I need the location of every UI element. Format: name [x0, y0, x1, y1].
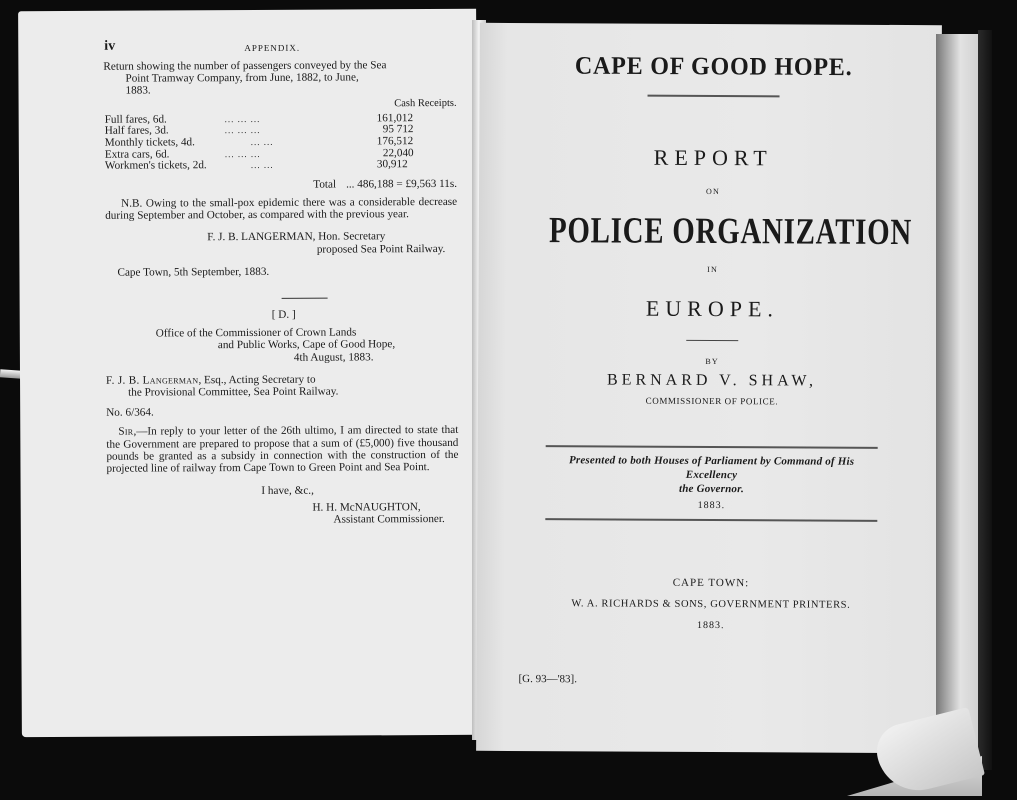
heading-rule [648, 95, 780, 98]
presented-year: 1883. [697, 499, 726, 512]
presented-line-1: Presented to both Houses of Parliament by Command of His Excellency [568, 454, 855, 482]
report-place: EUROPE. [645, 295, 780, 322]
presented-line-2: the Governor. [678, 482, 744, 496]
author-rule [686, 340, 738, 341]
reference-number: No. 6/364. [106, 406, 154, 419]
print-year: 1883. [696, 619, 725, 632]
return-heading [104, 59, 456, 97]
fare-leader-dots: ... ... ... [224, 148, 261, 159]
fare-value: 176,512 [376, 135, 414, 148]
fare-leader-dots: ... ... [250, 136, 274, 147]
signatory-mcnaughton: H. H. McNAUGHTON, [312, 500, 421, 514]
office-date: 4th August, 1883. [293, 350, 374, 364]
fare-label: Workmen's tickets, 2d. [104, 159, 207, 172]
fare-value: 22,040 [382, 146, 414, 159]
fare-value: 30,912 [376, 158, 408, 171]
date-line: Cape Town, 5th September, 1883. [117, 265, 270, 279]
author-title: COMMISSIONER OF POLICE. [645, 395, 779, 407]
fare-value: 95 712 [382, 123, 414, 136]
right-page [476, 23, 942, 753]
by-word: BY [705, 356, 719, 367]
signatory-langerman-title: proposed Sea Point Railway. [316, 242, 446, 256]
cover-edge [978, 30, 992, 770]
letter-text: ,—In reply to your letter of the 26th ultimo, I am directed to state that the Government are prepared to propose that a sum of (£5,000) five thousand pounds be granted as a subsidy in connection with the construction of the projected line of railway from Cape Town to Green Point and Sea Point. [106, 424, 459, 475]
addressee-title: , Esq., Acting Secretary to [198, 373, 316, 387]
addressee [106, 373, 458, 399]
left-page-text [104, 39, 459, 527]
return-heading-line-1: Return showing the number of passengers conveyed by the Sea [103, 59, 387, 73]
print-place: CAPE TOWN: [672, 576, 750, 590]
fare-label: Half fares, 3d. [104, 124, 169, 137]
return-heading-line-3: 1883. [125, 84, 151, 98]
cash-receipts-label: Cash Receipts. [394, 97, 457, 109]
author-name: BERNARD V. SHAW, [606, 371, 818, 390]
office-address [106, 326, 458, 364]
fare-label: Extra cars, 6d. [104, 148, 170, 160]
nb-note: N.B. Owing to the small-pox epidemic there was a considerable decrease during September and October, as compared with the previous year. [105, 195, 458, 222]
addressee-line-2: the Provisional Committee, Sea Point Railway. [128, 385, 339, 399]
fare-value: 161,012 [376, 111, 414, 125]
government-reference: [G. 93—'83]. [518, 673, 578, 686]
in-word: IN [707, 264, 719, 275]
office-line-2: and Public Works, Cape of Good Hope, [217, 338, 396, 352]
fare-leader-dots: ... ... ... [224, 125, 261, 136]
colony-heading: CAPE OF GOOD HOPE. [574, 52, 853, 82]
on-word: ON [706, 186, 721, 197]
running-head [104, 39, 456, 61]
report-subject: POLICE ORGANIZATION [548, 210, 913, 254]
return-heading-line-2: Point Tramway Company, from June, 1882, to June, [125, 71, 359, 85]
left-page [18, 9, 480, 737]
signatory-langerman: F. J. B. LANGERMAN, Hon. Secretary [207, 230, 386, 244]
fare-leader-dots: ... ... ... [224, 113, 261, 124]
printers: W. A. RICHARDS & SONS, GOVERNMENT PRINTERS. [571, 598, 851, 611]
closing: I have, &c., [261, 485, 314, 498]
running-title: APPENDIX. [244, 42, 301, 54]
fare-row [105, 158, 457, 171]
page-number: iv [104, 38, 116, 54]
fare-label: Monthly tickets, 4d. [104, 136, 195, 149]
presentation-box [545, 445, 877, 522]
office-line-1: Office of the Commissioner of Crown Lands [155, 326, 357, 340]
letter-body [106, 424, 458, 475]
addressee-name: F. J. B. Langerman [106, 374, 199, 387]
section-rule [282, 298, 328, 299]
fare-label: Full fares, 6d. [104, 113, 167, 126]
signatory-mcnaughton-title: Assistant Commissioner. [333, 512, 445, 526]
section-mark: [ D. ] [271, 308, 296, 321]
title-page [501, 52, 924, 686]
page-stack-edge [936, 34, 980, 770]
fare-leader-dots: ... ... [250, 160, 274, 171]
fares-total [105, 178, 457, 192]
total-value: ... 486,188 = £9,563 11s. [346, 177, 458, 191]
total-label: Total [313, 178, 337, 191]
salutation: Sir [118, 426, 134, 439]
report-word: REPORT [653, 144, 773, 171]
fares-table [105, 112, 457, 172]
